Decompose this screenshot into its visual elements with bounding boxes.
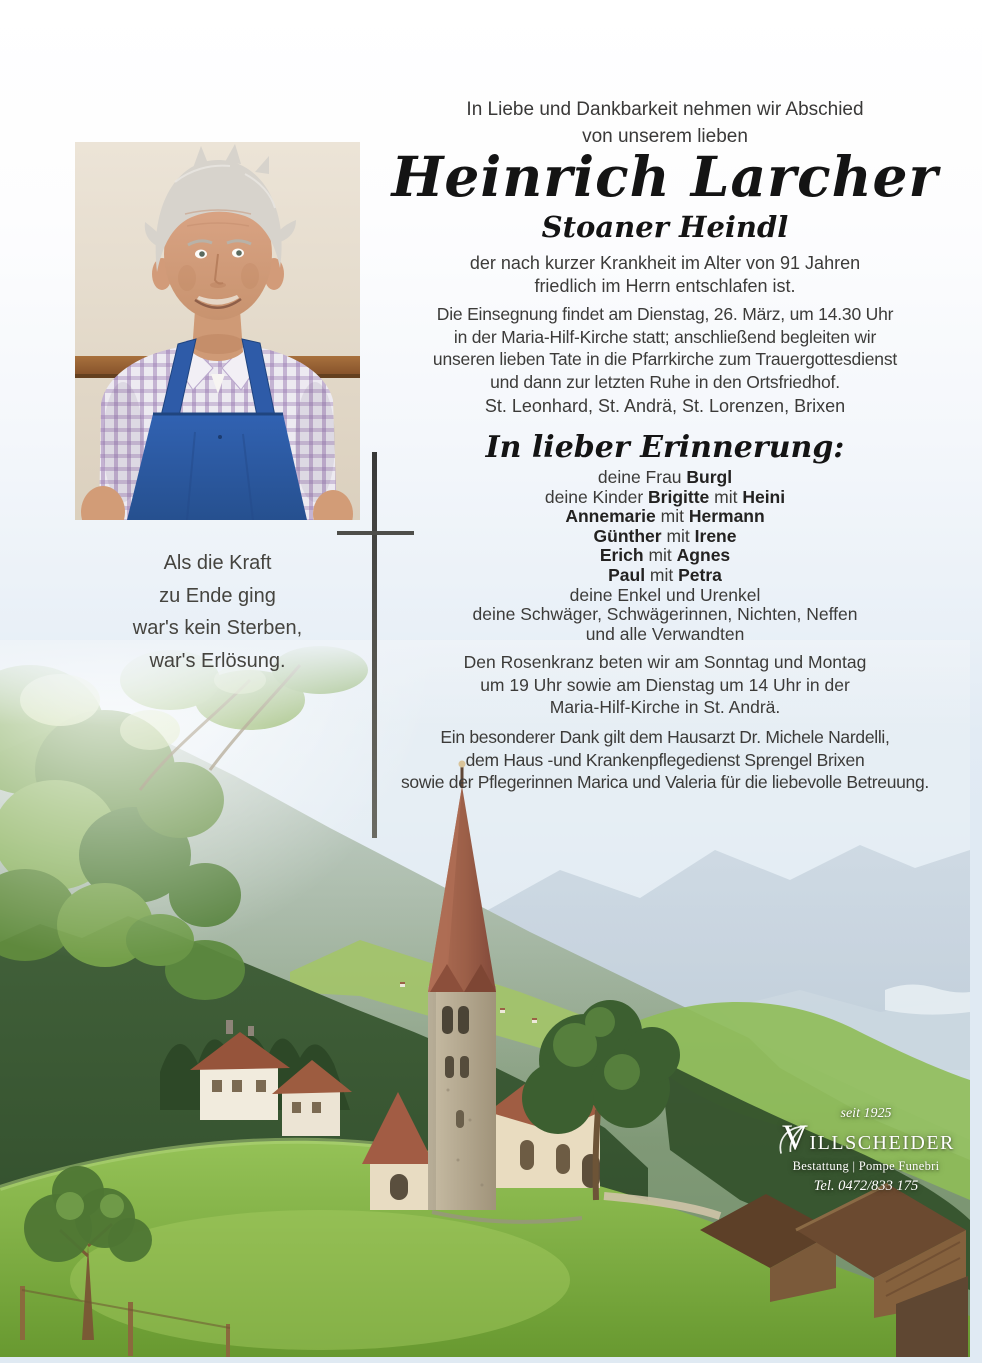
text-line: friedlich im Herrn entschlafen ist. <box>534 276 796 296</box>
funeral-info <box>380 303 950 393</box>
cross-vertical-bar <box>372 452 377 838</box>
text-line: und dann zur letzten Ruhe in den Ortsfriedhof. <box>490 371 840 392</box>
text-line: Maria-Hilf-Kirche in St. Andrä. <box>549 697 781 717</box>
text-line: unseren lieben Tate in die Pfarrkirche zum Trauergottesdienst <box>432 349 898 369</box>
family-line: Erich mit Agnes <box>599 545 731 566</box>
places-line: St. Leonhard, St. Andrä, St. Lorenzen, Brixen <box>484 396 846 416</box>
family-line: Günther mit Irene <box>593 525 737 546</box>
deceased-name: Heinrich Larcher <box>391 144 939 209</box>
text-line: in der Maria-Hilf-Kirche statt; anschließend begleiten wir <box>453 326 877 347</box>
text-line: Die Einsegnung findet am Dienstag, 26. März, um 14.30 Uhr <box>436 304 894 324</box>
portrait-illustration <box>75 142 360 520</box>
logo-company-name <box>782 1117 955 1158</box>
text-line: Ein besonderer Dank gilt dem Hausarzt Dr. Michele Nardelli, <box>440 727 890 747</box>
logo-phone: Tel. 0472/833 175 <box>813 1178 919 1194</box>
rosary-info <box>380 651 950 719</box>
family-line: deine Enkel und Urenkel <box>569 584 761 605</box>
portrait-photo <box>75 142 360 520</box>
family-list <box>380 468 950 644</box>
funeral-home-logo <box>782 1106 955 1197</box>
family-line: Annemarie mit Hermann <box>565 506 765 527</box>
logo-company-text: VILLSCHEIDER <box>782 1117 955 1157</box>
logo-tagline: Bestattung | Pompe Funebri <box>792 1159 940 1173</box>
family-line: und alle Verwandten <box>585 623 745 644</box>
obituary-lines <box>380 252 950 298</box>
text-line: sowie der Pflegerinnen Marica und Valeria für die liebevolle Betreuung. <box>400 772 929 792</box>
text-line: In Liebe und Dankbarkeit nehmen wir Abschied <box>466 99 864 120</box>
memory-heading: In lieber Erinnerung: <box>485 430 845 465</box>
poem-line: zu Ende ging <box>159 584 276 607</box>
family-line: deine Frau Burgl <box>597 467 733 487</box>
text-line: um 19 Uhr sowie am Dienstag um 14 Uhr in der <box>480 674 850 695</box>
thanks-paragraph <box>380 726 950 794</box>
poem-line: war's kein Sterben, <box>132 617 303 639</box>
logo-since-text: seit 1925 <box>840 1106 892 1121</box>
deceased-nickname: Stoaner Heindl <box>541 210 789 244</box>
family-line: deine Kinder Brigitte mit Heini <box>544 486 786 507</box>
poem-line: war's Erlösung. <box>149 649 286 672</box>
family-line: deine Schwäger, Schwägerinnen, Nichten, Neffen <box>472 604 858 625</box>
text-line: dem Haus -und Krankenpflegedienst Sprengel Brixen <box>465 749 865 770</box>
logo-flourish-icon <box>776 1123 810 1157</box>
text-line: von unserem lieben <box>582 126 748 147</box>
family-line: Paul mit Petra <box>608 564 722 585</box>
text-line: der nach kurzer Krankheit im Alter von 91 Jahren <box>469 253 861 273</box>
poem-line: Als die Kraft <box>163 552 272 574</box>
text-line: Den Rosenkranz beten wir am Sonntag und Montag <box>463 652 867 672</box>
poem-verse <box>85 547 350 677</box>
